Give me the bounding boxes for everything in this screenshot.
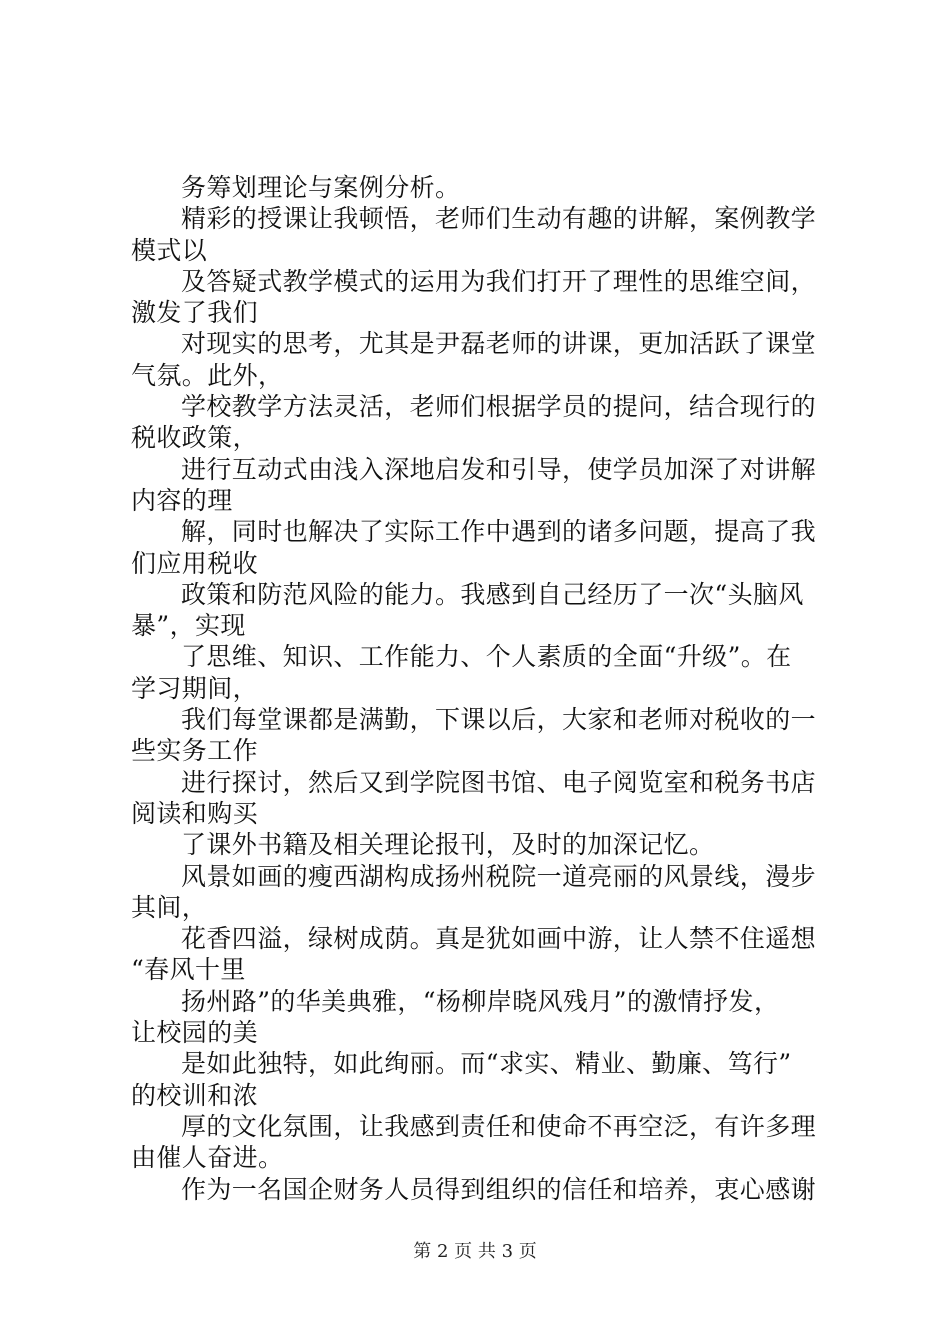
- text-line: 花香四溢，绿树成荫。真是犹如画中游，让人禁不住遥想: [181, 924, 817, 954]
- text-line: 是如此独特，如此绚丽。而“求实、精业、勤廉、笃行”: [181, 1049, 792, 1079]
- text-line: 作为一名国企财务人员得到组织的信任和培养，衷心感谢: [181, 1174, 817, 1204]
- text-line: 气氛。此外，: [131, 360, 284, 390]
- text-line: “春风十里: [131, 955, 246, 985]
- text-line: 了思维、知识、工作能力、个人素质的全面“升级”。在: [181, 642, 792, 672]
- text-line: 激发了我们: [131, 298, 259, 328]
- text-line: 们应用税收: [131, 548, 259, 578]
- text-line: 对现实的思考，尤其是尹磊老师的讲课，更加活跃了课堂: [181, 329, 817, 359]
- text-line: 进行探讨，然后又到学院图书馆、电子阅览室和税务书店: [181, 767, 817, 797]
- page-footer: 第 2 页 共 3 页: [413, 1241, 537, 1262]
- text-line: 暴”，实现: [131, 611, 246, 641]
- text-line: 厚的文化氛围，让我感到责任和使命不再空泛，有许多理: [181, 1111, 817, 1141]
- text-line: 模式以: [131, 235, 208, 265]
- text-line: 学习期间，: [131, 673, 259, 703]
- text-line: 内容的理: [131, 485, 233, 515]
- text-line: 政策和防范风险的能力。我感到自己经历了一次“头脑风: [181, 579, 804, 609]
- text-line: 其间，: [131, 892, 208, 922]
- text-line: 解，同时也解决了实际工作中遇到的诸多问题，提高了我: [181, 517, 817, 547]
- text-line: 进行互动式由浅入深地启发和引导，使学员加深了对讲解: [181, 454, 817, 484]
- text-line: 了课外书籍及相关理论报刊，及时的加深记忆。: [181, 830, 715, 860]
- text-line: 风景如画的瘦西湖构成扬州税院一道亮丽的风景线，漫步: [181, 861, 817, 891]
- text-line: 阅读和购买: [131, 798, 259, 828]
- text-line: 务筹划理论与案例分析。: [181, 173, 461, 202]
- text-line: 的校训和浓: [131, 1080, 259, 1110]
- text-line: 税收政策，: [131, 423, 259, 453]
- text-line: 由催人奋进。: [131, 1143, 284, 1173]
- text-line: 我们每堂课都是满勤，下课以后，大家和老师对税收的一: [181, 705, 817, 735]
- text-line: 扬州路”的华美典雅，“杨柳岸晓风残月”的激情抒发，: [181, 986, 780, 1016]
- document-body: [131, 172, 831, 1205]
- text-line: 些实务工作: [131, 736, 259, 766]
- text-line: 精彩的授课让我顿悟，老师们生动有趣的讲解，案例教学: [181, 204, 817, 234]
- text-line: 学校教学方法灵活，老师们根据学员的提问，结合现行的: [181, 392, 817, 422]
- text-line: 让校园的美: [131, 1018, 259, 1048]
- text-line: 及答疑式教学模式的运用为我们打开了理性的思维空间，: [181, 266, 817, 296]
